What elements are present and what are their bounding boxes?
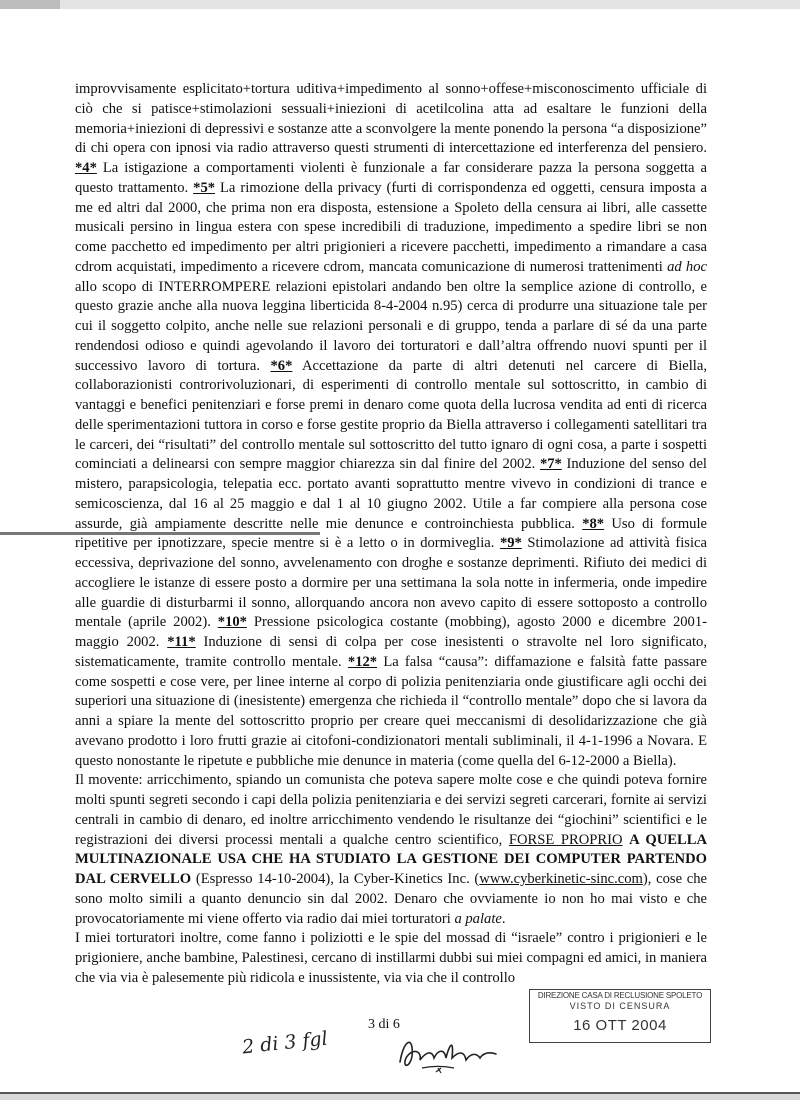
text-run: www.cyberkinetic-sinc.com <box>479 871 643 887</box>
text-run: I miei torturatori inoltre, come fanno i poliziotti e le spie del mossad di “israele” contro i prigionieri e le prigioniere, anche bambine, Palestinesi, cercano di instillarmi dubbi sui miei compagni ed amici, in maniera che via via è palesemente più ridicola e inussistente, via via che il controllo <box>75 930 707 986</box>
text-run: allo scopo di INTERROMPERE relazioni epistolari andando ben oltre la semplice azione di controllo, e questo grazie anche alla nuova leggina liberticida 8-4-2004 n.95) cerca di produrre una situazione tale per cui il soggetto colpito, anche nelle sue relazioni personali e di gruppo, tenda a parlare di sé da una parte rendendosi odioso e quindi agevolando il lavoro dei torturatori e dall’altra offrendo nuovi spunti per il successivo lavoro di tortura. <box>75 278 707 374</box>
text-run: Il movente: arricchimento, spiando un comunista che poteva sapere molte cose e che quindi poteva fornire molti spunti segreti secondo i capi della polizia penitenziaria e dei servizi segreti carcerari, fornite ai servizi centrali in cambio di denaro, ed inoltre arricchimento vendendo le risultanze dei “giochini” scientifici e le registrazioni dei diversi processi mentali a qualche centro scientifico, <box>75 772 707 848</box>
text-run: Uso di formule ripetitive per ipnotizzare, specie mentre si è a letto o in dormiveglia. <box>75 515 707 552</box>
text-run: La falsa “causa”: diffamazione e falsità fatte passare come sospetti e cose vere, per linee interne al corpo di polizia penitenziaria onde giustificare agli occhi dei superiori una situazione di (inesistente) emergenza che richieda il “controllo mentale” dopo che si lavora da anni a spiare la mente del sottoscritto proprio per creare quei meccanismi di desolidarizzazione che già avevano prodotto i loro frutti grazie ai citofoni-condizionatori mentali subliminali, il 4-1-1996 a Novara. E questo nonostante le ripetute e pubbliche mie denunce in materia (come quella del 6-12-2000 a Biella). <box>75 653 707 769</box>
page-number: 3 di 6 <box>368 1017 400 1032</box>
text-run: *12* <box>347 653 378 670</box>
text-run: Stimolazione ad attività fisica eccessiva, deprivazione del sonno, avvelenamento con droghe e sostanze deprimenti. Rifiuto dei medici di accogliere le istanze di essere posto a dormire per una settimana la sola notte in infermeria, onde impedire alle guardie di disturbarmi il sonno, allorquando ancora non avevo capito di essere sottoposto a controllo mentale (aprile 2002). <box>75 535 707 631</box>
text-run: Induzione del senso del mistero, parapsicologia, telepatia ecc. portato avanti soprattutto mentre vivevo in condizioni di trance e semicoscienza, dal 16 al 25 maggio e dal 1 al 10 giugno 2002. Utile a far compiere alla persona cose assurde, già ampiamente descritte nelle mie denunce e controinchiesta pubblica. <box>75 456 707 532</box>
censorship-stamp <box>529 989 711 1043</box>
text-run: *6* <box>270 357 293 374</box>
text-run: improvvisamente esplicitato+tortura uditiva+impedimento al sonno+offese+misconoscimento ufficiale di ciò che si patisce+stimolazioni sessuali+iniezioni di acetilcolina atta ad esaltare le funzioni della memoria+iniezioni di depressivi e sostanze atte a sconvolgere la mente ponendo la persona “a disposizione” di chi opera con ipnosi via radio attraverso questi strumenti di intercettazione ed interferenza del pensiero. <box>75 81 707 157</box>
text-run: La istigazione a comportamenti violenti è funzionale a far considerare pazza la persona soggetta a questo trattamento. <box>75 160 707 196</box>
stamp-office: DIREZIONE CASA DI RECLUSIONE SPOLETO <box>537 991 703 1000</box>
text-run: *7* <box>539 456 562 473</box>
text-run: *8* <box>582 515 605 532</box>
scan-border-bottom <box>0 1092 800 1100</box>
text-run: *4* <box>75 160 97 176</box>
text-run: *10* <box>217 614 247 631</box>
signature-scribble <box>392 1028 512 1078</box>
text-run: Accettazione da parte di altri detenuti nel carcere di Biella, collaborazionisti controrivoluzionari, di esperimenti di controllo mentale sul sottoscritto, in cambio di vantaggi e benefici penitenziari e forse premi in denaro come quota della lucrosa vendita ad enti di ricerca delle sperimentazioni tuttora in corso e forse gestite proprio da Biella attraverso i collegamenti satellitari tra le carceri, dei “risultati” del controllo mentale sul sottoscritto del tutto ignaro di ogni cosa, a parte i sospetti cominciati a delinearsi con sempre maggior chiarezza sin dal finire del 2002. <box>75 357 707 473</box>
scan-border-bottom-line <box>0 1092 800 1094</box>
text-run: FORSE PROPRIO <box>508 831 623 848</box>
scan-border-top <box>0 0 800 9</box>
text-run: Pressione psicologica costante (mobbing), agosto 2000 e dicembre 2001-maggio 2002. <box>75 614 707 650</box>
handwritten-note: 2 di 3 fgl <box>241 1027 329 1059</box>
stamp-date: 16 OTT 2004 <box>573 1017 667 1034</box>
stamp-label: VISTO DI CENSURA <box>569 1001 671 1011</box>
document-body <box>75 80 707 989</box>
paragraph <box>75 929 707 988</box>
text-run: a palate <box>454 910 502 927</box>
text-run: ad hoc <box>667 258 707 275</box>
text-run: *5* <box>193 179 216 196</box>
text-run: (Espresso 14-10-2004), la Cyber-Kinetics Inc. ( <box>191 871 480 887</box>
text-run: A QUELLA MULTINAZIONALE USA CHE HA STUDIATO LA GESTIONE DEI COMPUTER PARTENDO DAL CERVELLO <box>75 831 707 887</box>
text-run: ), cose che sono molto simili a quanto denuncio sin dal 2002. Denaro che ovviamente io non ho mai visto e che provocatoriamente mi viene offerto via radio dai miei torturatori <box>75 871 708 927</box>
paragraph <box>75 80 707 771</box>
scan-border-top-dark <box>0 0 60 9</box>
text-run: Induzione di sensi di colpa per cose inesistenti o stravolte nel loro significato, sistematicamente, tramite controllo mentale. <box>75 634 707 670</box>
text-run: *11* <box>167 634 196 650</box>
text-run: La rimozione della privacy (furti di corrispondenza ed oggetti, censura imposta a me ed altri dal 2000, che prima non era disposta, estensione a Spoleto della censura ai libri, alle cassette musicali persino in lingua estera con spese incredibili di traduzione, impedimento a spedire libri se non come pacchetto ed impedimento per altri prigionieri a ricevere pacchetti, impedimento a rimandare a casa cdrom acquistati, impedimento a ricevere cdrom, mancata comunicazione di numerosi trattenimenti <box>75 179 707 275</box>
text-run: . <box>501 910 506 927</box>
text-run: *9* <box>499 535 522 552</box>
paragraph <box>75 771 707 929</box>
